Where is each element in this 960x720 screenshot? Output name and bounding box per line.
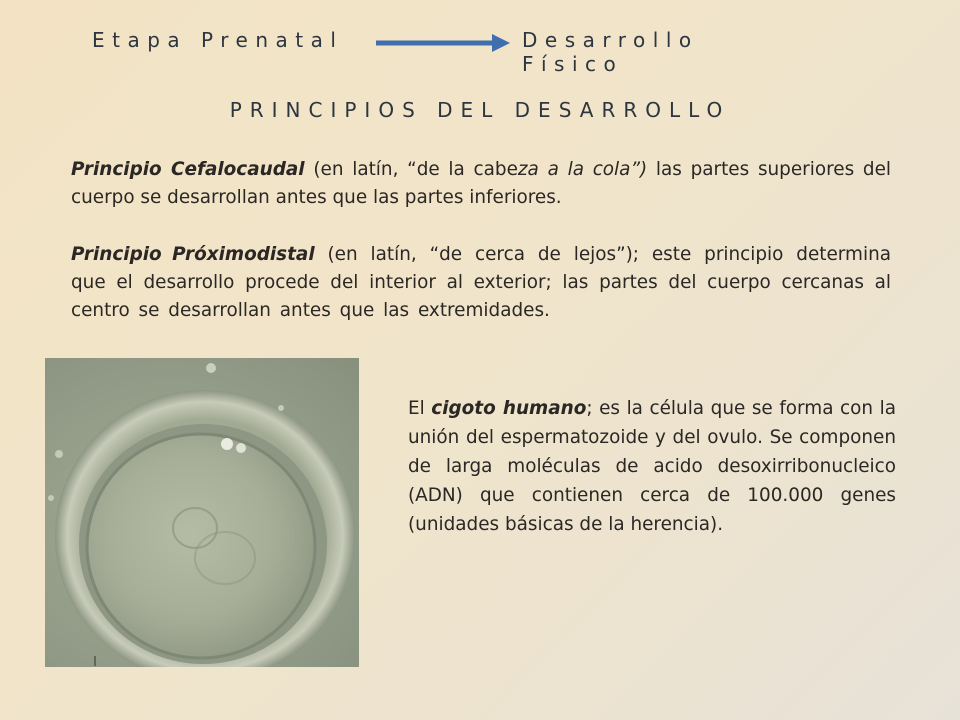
principle-proximodistal xyxy=(71,241,891,325)
principle1-text-b: za a la cola”) xyxy=(517,159,648,180)
principle-cefalocaudal xyxy=(71,156,891,212)
principle2-text: (en latín, “de cerca de lejos”); este principio determina que el desarrollo procede del interior al exterior; las partes del cuerpo cercanas al centro se desarrollan antes que las extremidades. xyxy=(71,244,891,321)
header-left-text: Etapa Prenatal xyxy=(92,28,344,52)
principle1-name: Principio Cefalocaudal xyxy=(71,159,305,180)
header xyxy=(92,28,812,76)
principle1-text-c: las partes superiores del cuerpo se desarrollan antes que las partes inferiores. xyxy=(71,159,891,208)
zygote-lead: El xyxy=(408,398,432,419)
zygote-term: cigoto humano xyxy=(431,398,587,419)
zygote-description xyxy=(408,394,896,539)
arrow-right-icon xyxy=(374,32,514,54)
zygote-photo xyxy=(45,358,359,667)
page-title: PRINCIPIOS DEL DESARROLLO xyxy=(229,98,731,122)
header-right-text: Desarrollo Físico xyxy=(522,28,699,76)
principle2-name: Principio Próximodistal xyxy=(71,244,315,265)
principle1-text-a: (en latín, “de la cabe xyxy=(304,159,518,180)
zygote-text: ; es la célula que se forma con la unión del espermatozoide y del ovulo. Se componen de larga moléculas de acido desoxirribonucleico (ADN) que contienen cerca de 100.000 genes (unidades básicas de la herencia). xyxy=(408,398,896,535)
